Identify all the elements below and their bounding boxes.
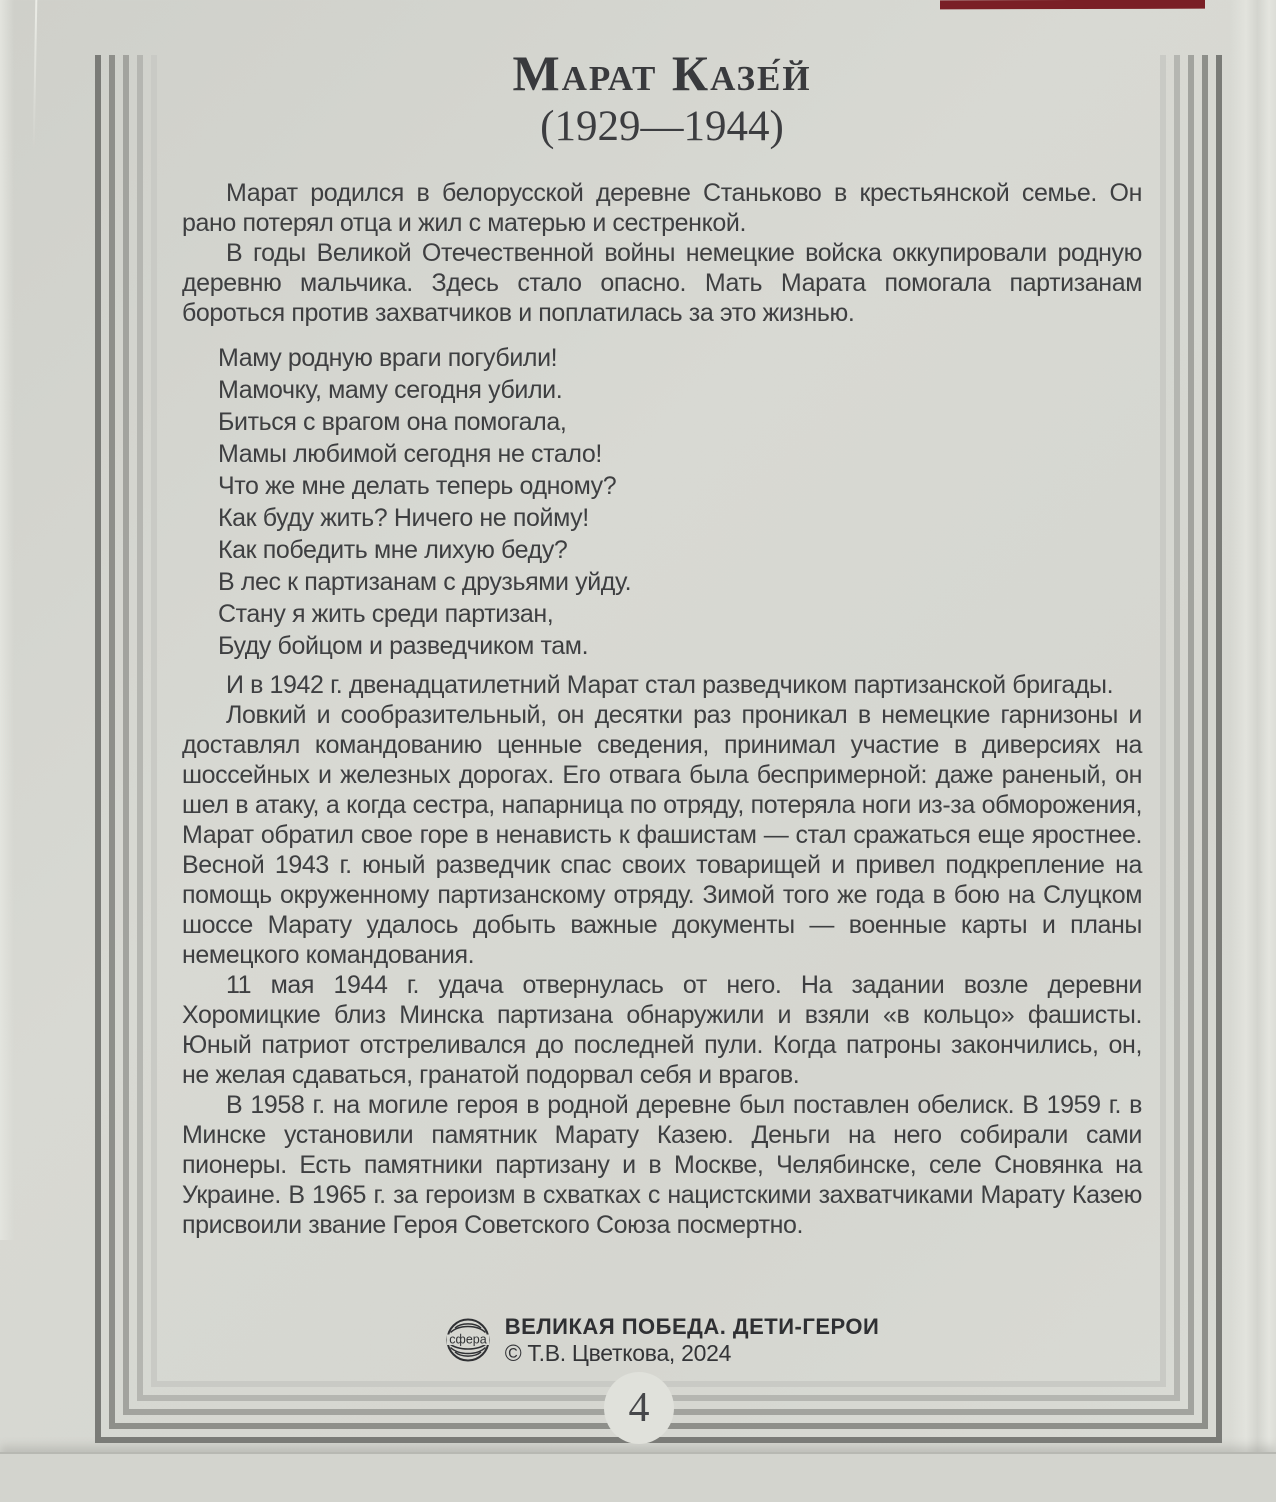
life-years: (1929—1944) xyxy=(540,103,784,150)
page-number: 4 xyxy=(628,1385,650,1431)
poem-line: Буду бойцом и разведчиком там. xyxy=(218,632,589,661)
poem-line: Стану я жить среди партизан, xyxy=(218,600,554,629)
poem-line: Биться с врагом она помогала, xyxy=(218,408,567,437)
poem-line: Что же мне делать теперь одному? xyxy=(218,472,617,501)
poem-line: Как победить мне лихую беду? xyxy=(218,536,568,565)
page-edge-bottom xyxy=(0,1452,1276,1502)
paragraph: 11 мая 1944 г. удача отвернулась от него. На задании возле деревни Хоромицкие близ Минска партизана обнаружили и взяли «в кольцо» фашисты. Юный патриот отстреливался до последней пули. Когда патроны закончились, он, не желая сдаваться, гранатой подорвал себя и врагов. xyxy=(182,971,1142,1090)
paragraph: Ловкий и сообразительный, он десятки раз проникал в немецкие гарнизоны и доставлял командованию ценные сведения, принимал участие в диверсиях на шоссейных и железных дорогах. Его отвага была беспримерной: даже раненый, он шел в атаку, а когда сестра, напарница по отряду, потеряла ноги из-за обморожения, Марат обратил свое горе в ненависть к фашистам — стал сражаться еще яростнее. Весной 1943 г. юный разведчик спас своих товарищей и привел подкрепление на помощь окруженному партизанскому отряду. Зимой того же года в бою на Слуцком шоссе Марату удалось добыть важные документы — военные карты и планы немецкого командования. xyxy=(182,701,1142,970)
poem-line: Мамы любимой сегодня не стало! xyxy=(218,440,602,469)
series-title: ВЕЛИКАЯ ПОБЕДА. ДЕТИ-ГЕРОИ xyxy=(504,1314,880,1339)
page-title: Марат Казе́й xyxy=(512,45,812,101)
imprint-text xyxy=(505,1314,880,1366)
poem-line: Как буду жить? Ничего не пойму! xyxy=(218,504,589,533)
logo-text: сфера xyxy=(448,1332,487,1347)
paragraph: Марат родился в белорусской деревне Станьково в крестьянской семье. Он рано потерял отца и жил с матерью и сестренкой. xyxy=(182,179,1142,238)
poem-block xyxy=(218,342,1142,662)
paragraph: В годы Великой Отечественной войны немецкие войска оккупировали родную деревню мальчика. Здесь стало опасно. Мать Марата помогала партизанам бороться против захватчиков и поплатилась за это жизнью. xyxy=(182,239,1142,328)
poem-line: Маму родную враги погубили! xyxy=(218,344,558,373)
poem-line: Мамочку, маму сегодня убили. xyxy=(218,376,563,405)
sfera-publisher-logo-icon xyxy=(445,1317,491,1363)
copyright-line: © Т.В. Цветкова, 2024 xyxy=(504,1340,732,1366)
article-body xyxy=(182,178,1142,1240)
paragraph: И в 1942 г. двенадцатилетний Марат стал разведчиком партизанской бригады. xyxy=(226,671,1114,700)
imprint xyxy=(182,1314,1142,1366)
paragraph: В 1958 г. на могиле героя в родной деревне был поставлен обелиск. В 1959 г. в Минске установили памятник Марату Казею. Деньги на него собирали сами пионеры. Есть памятники партизану и в Москве, Челябинске, селе Сновянка на Украине. В 1965 г. за героизм в схватках с нацистскими захватчиками Марату Казею присвоили звание Героя Советского Союза посмертно. xyxy=(182,1091,1142,1240)
poem-line: В лес к партизанам с друзьями уйду. xyxy=(218,568,632,597)
page-number-badge xyxy=(604,1372,674,1444)
page-content xyxy=(182,0,1142,1240)
